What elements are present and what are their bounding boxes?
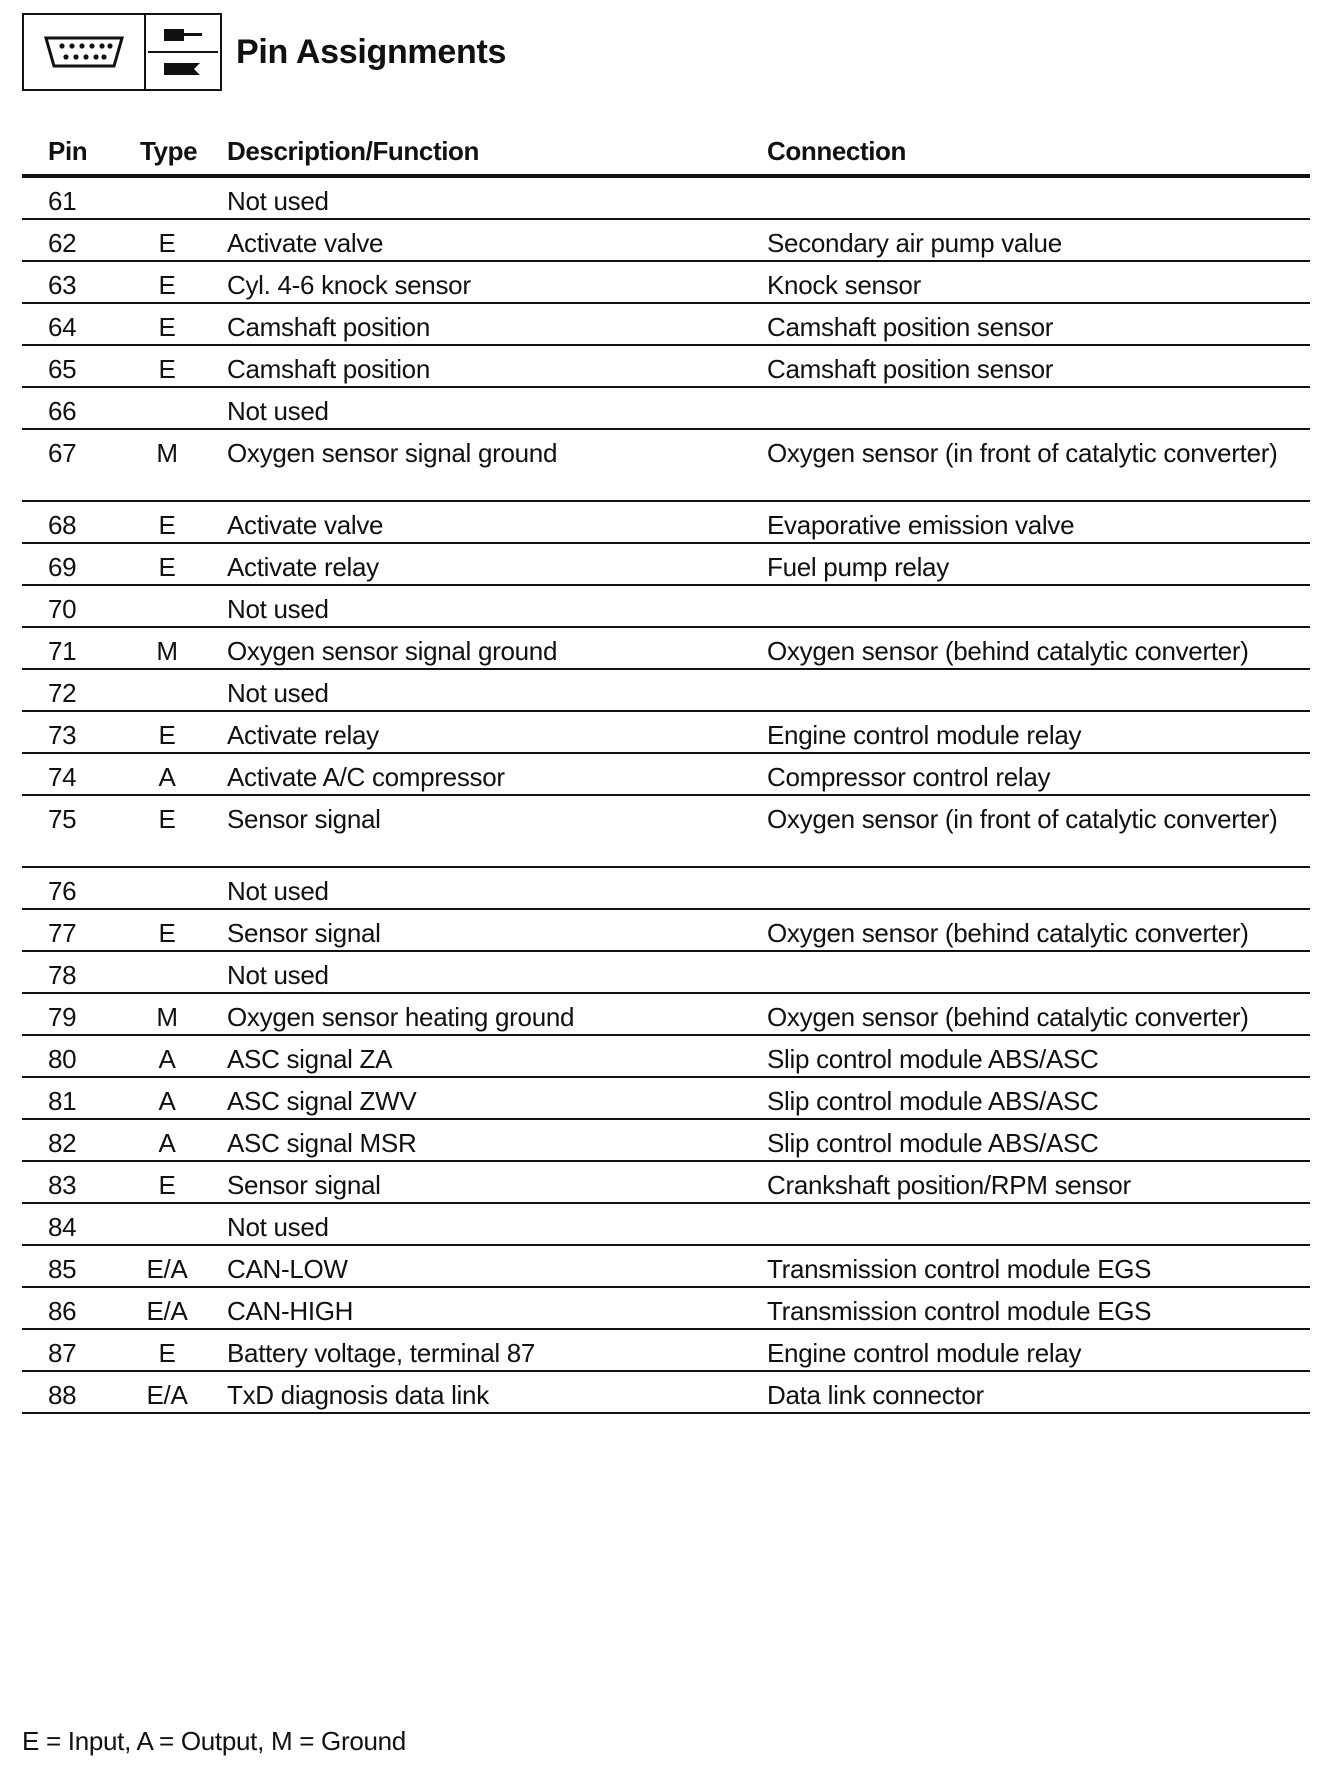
description-cell: Activate A/C compressor	[227, 762, 505, 792]
description-cell: Sensor signal	[227, 804, 381, 834]
connection-cell: Transmission control module EGS	[767, 1296, 1152, 1326]
type-cell: E	[158, 354, 176, 384]
pin-cell: 85	[48, 1254, 77, 1284]
table-row	[22, 994, 1310, 1036]
description-cell: Activate valve	[227, 510, 384, 540]
table-row	[22, 1036, 1310, 1078]
table-row	[22, 670, 1310, 712]
connection-cell: Camshaft position sensor	[767, 354, 1054, 384]
header-type: Type	[140, 136, 198, 166]
table-row	[22, 586, 1310, 628]
description-cell: Activate valve	[227, 228, 384, 258]
type-cell: A	[158, 1128, 176, 1158]
pin-cell: 76	[48, 876, 77, 906]
table-row	[22, 388, 1310, 430]
type-cell: A	[158, 762, 176, 792]
description-cell: Activate relay	[227, 552, 379, 582]
pin-cell: 83	[48, 1170, 77, 1200]
description-cell: Oxygen sensor signal ground	[227, 438, 558, 468]
table-row	[22, 1120, 1310, 1162]
pin-table	[22, 130, 1310, 1414]
connection-cell: Oxygen sensor (behind catalytic converter)	[767, 918, 1249, 948]
description-cell: Battery voltage, terminal 87	[227, 1338, 536, 1368]
type-cell: E	[158, 804, 176, 834]
type-legend: E = Input, A = Output, M = Ground	[22, 1726, 406, 1756]
description-cell: Camshaft position	[227, 312, 431, 342]
table-row	[22, 1372, 1310, 1414]
description-cell: Cyl. 4-6 knock sensor	[227, 270, 471, 300]
connection-cell: Transmission control module EGS	[767, 1254, 1152, 1284]
description-cell: CAN-HIGH	[227, 1296, 354, 1326]
description-cell: Activate relay	[227, 720, 379, 750]
description-cell: ASC signal MSR	[227, 1128, 417, 1158]
table-row	[22, 430, 1310, 502]
type-cell: E	[158, 552, 176, 582]
type-cell: E/A	[146, 1254, 188, 1284]
pin-cell: 84	[48, 1212, 77, 1242]
connection-cell: Data link connector	[767, 1380, 984, 1410]
table-row	[22, 502, 1310, 544]
pin-cell: 78	[48, 960, 77, 990]
pin-cell: 68	[48, 510, 77, 540]
type-cell: A	[158, 1044, 176, 1074]
pin-cell: 70	[48, 594, 77, 624]
table-row	[22, 178, 1310, 220]
connector-icon	[24, 15, 146, 89]
table-row	[22, 346, 1310, 388]
table-row	[22, 754, 1310, 796]
type-cell: E	[158, 1338, 176, 1368]
pin-cell: 65	[48, 354, 77, 384]
pin-cell: 63	[48, 270, 77, 300]
type-cell: E/A	[146, 1380, 188, 1410]
type-cell: E/A	[146, 1296, 188, 1326]
table-row	[22, 1078, 1310, 1120]
type-cell: E	[158, 228, 176, 258]
connection-cell: Engine control module relay	[767, 720, 1082, 750]
table-row	[22, 910, 1310, 952]
plug-socket-icon	[146, 15, 220, 89]
connection-cell: Engine control module relay	[767, 1338, 1082, 1368]
type-cell: E	[158, 270, 176, 300]
table-row	[22, 304, 1310, 346]
page-title: Pin Assignments	[236, 32, 507, 71]
pin-cell: 74	[48, 762, 77, 792]
pin-cell: 77	[48, 918, 77, 948]
connection-cell: Oxygen sensor (in front of catalytic converter)	[767, 804, 1278, 834]
pin-cell: 71	[48, 636, 77, 666]
pin-cell: 73	[48, 720, 77, 750]
pin-cell: 82	[48, 1128, 77, 1158]
description-cell: ASC signal ZA	[227, 1044, 393, 1074]
pin-cell: 64	[48, 312, 77, 342]
table-row	[22, 796, 1310, 868]
type-cell: E	[158, 510, 176, 540]
pin-cell: 81	[48, 1086, 77, 1116]
pin-cell: 61	[48, 186, 77, 216]
description-cell: CAN-LOW	[227, 1254, 348, 1284]
table-row	[22, 262, 1310, 304]
type-cell: E	[158, 312, 176, 342]
pin-cell: 66	[48, 396, 77, 426]
table-row	[22, 868, 1310, 910]
description-cell: Not used	[227, 876, 329, 906]
pin-cell: 67	[48, 438, 77, 468]
table-header	[22, 130, 1310, 178]
pin-cell: 75	[48, 804, 77, 834]
description-cell: Not used	[227, 678, 329, 708]
connection-cell: Crankshaft position/RPM sensor	[767, 1170, 1131, 1200]
type-cell: M	[156, 438, 178, 468]
table-row	[22, 628, 1310, 670]
connection-cell: Secondary air pump value	[767, 228, 1062, 258]
description-cell: Not used	[227, 1212, 329, 1242]
pin-cell: 80	[48, 1044, 77, 1074]
header-description: Description/Function	[227, 136, 480, 166]
type-cell: E	[158, 1170, 176, 1200]
type-cell: M	[156, 1002, 178, 1032]
description-cell: Not used	[227, 960, 329, 990]
description-cell: Oxygen sensor signal ground	[227, 636, 558, 666]
type-cell: E	[158, 720, 176, 750]
connection-cell: Oxygen sensor (in front of catalytic converter)	[767, 438, 1278, 468]
description-cell: Not used	[227, 396, 329, 426]
connection-cell: Slip control module ABS/ASC	[767, 1128, 1099, 1158]
pin-cell: 69	[48, 552, 77, 582]
table-row	[22, 1288, 1310, 1330]
connection-cell: Compressor control relay	[767, 762, 1051, 792]
description-cell: Sensor signal	[227, 1170, 381, 1200]
connection-cell: Oxygen sensor (behind catalytic converter)	[767, 1002, 1249, 1032]
table-row	[22, 1162, 1310, 1204]
table-row	[22, 1246, 1310, 1288]
type-cell: M	[156, 636, 178, 666]
table-row	[22, 544, 1310, 586]
table-row	[22, 1330, 1310, 1372]
connection-cell: Slip control module ABS/ASC	[767, 1086, 1099, 1116]
description-cell: Camshaft position	[227, 354, 431, 384]
icon-box	[22, 13, 222, 91]
type-cell: E	[158, 918, 176, 948]
connection-cell: Fuel pump relay	[767, 552, 949, 582]
table-row	[22, 1204, 1310, 1246]
table-row	[22, 952, 1310, 994]
pin-cell: 88	[48, 1380, 77, 1410]
table-row	[22, 712, 1310, 754]
description-cell: Not used	[227, 594, 329, 624]
table-body	[22, 178, 1310, 1414]
description-cell: ASC signal ZWV	[227, 1086, 417, 1116]
pin-cell: 62	[48, 228, 77, 258]
connection-cell: Knock sensor	[767, 270, 921, 300]
pin-cell: 79	[48, 1002, 77, 1032]
table-row	[22, 220, 1310, 262]
description-cell: Not used	[227, 186, 329, 216]
connection-cell: Evaporative emission valve	[767, 510, 1075, 540]
page-header	[22, 12, 506, 92]
description-cell: Oxygen sensor heating ground	[227, 1002, 575, 1032]
connection-cell: Slip control module ABS/ASC	[767, 1044, 1099, 1074]
pin-cell: 87	[48, 1338, 77, 1368]
connection-cell: Oxygen sensor (behind catalytic converter)	[767, 636, 1249, 666]
type-cell: A	[158, 1086, 176, 1116]
header-pin: Pin	[48, 136, 88, 166]
pin-cell: 72	[48, 678, 77, 708]
description-cell: TxD diagnosis data link	[227, 1380, 489, 1410]
connection-cell: Camshaft position sensor	[767, 312, 1054, 342]
pin-cell: 86	[48, 1296, 77, 1326]
description-cell: Sensor signal	[227, 918, 381, 948]
header-connection: Connection	[767, 136, 906, 166]
